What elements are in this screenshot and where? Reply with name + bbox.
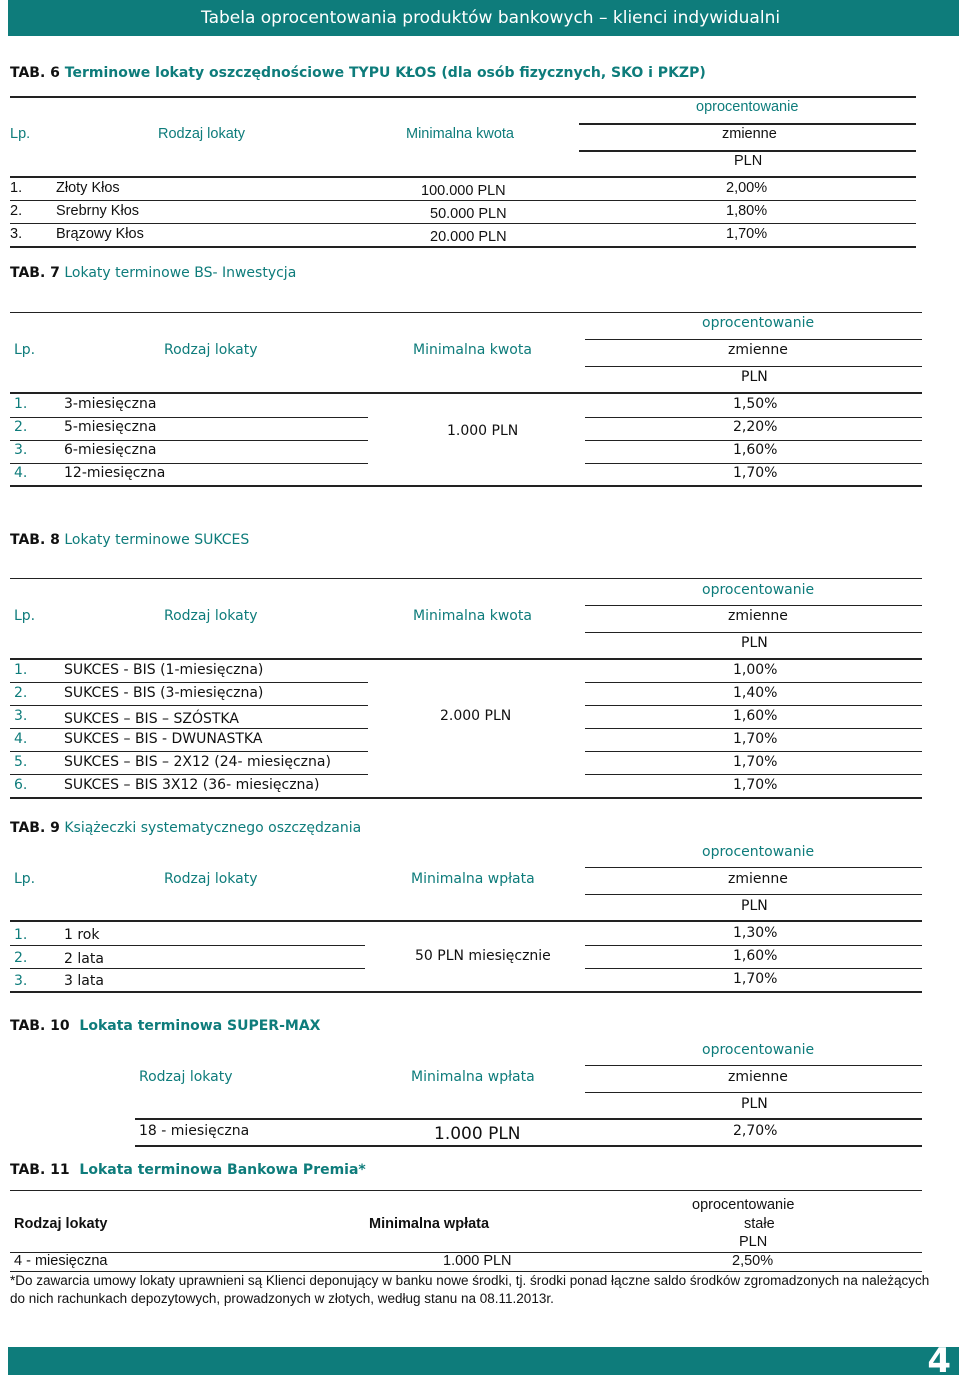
divider	[585, 605, 922, 606]
table-row-name: 5-miesięczna	[64, 419, 157, 435]
t9-title: TAB. 9 Książeczki systematycznego oszczędzania	[10, 820, 362, 836]
divider	[585, 751, 922, 752]
t7-col-type: Rodzaj lokaty	[164, 342, 258, 358]
divider	[10, 797, 922, 799]
t7-col-currency: PLN	[741, 369, 768, 385]
divider	[585, 682, 922, 683]
table-row-rate: 1,60%	[733, 708, 778, 724]
table-row-lp: 2.	[14, 419, 28, 435]
t10-title: TAB. 10 Lokata terminowa SUPER-MAX	[10, 1018, 321, 1034]
divider	[10, 728, 368, 729]
table-row-name: 3-miesięczna	[64, 396, 157, 412]
t10-col-rate-type: zmienne	[728, 1069, 788, 1085]
page-title: Tabela oprocentowania produktów bankowych – klienci indywidualni	[201, 8, 781, 28]
table-row-name: SUKCES – BIS – 2X12 (24- miesięczna)	[64, 754, 331, 770]
t9-col-currency: PLN	[741, 898, 768, 914]
t6-col-rate-type: zmienne	[722, 126, 777, 142]
divider	[10, 945, 365, 946]
table-row-name: SUKCES – BIS 3X12 (36- miesięczna)	[64, 777, 320, 793]
t7-min-amount: 1.000 PLN	[447, 423, 519, 439]
divider	[579, 150, 916, 152]
table-row-lp: 3.	[10, 226, 23, 242]
t6-title: TAB. 6 Terminowe lokaty oszczędnościowe TYPU KŁOS (dla osób fizycznych, SKO i PKZP)	[10, 65, 706, 81]
t8-col-lp: Lp.	[14, 608, 36, 624]
t7-col-rate: oprocentowanie	[702, 315, 815, 331]
divider	[585, 1092, 922, 1093]
t11-col-min: Minimalna wpłata	[369, 1216, 490, 1232]
t6-col-type: Rodzaj lokaty	[158, 126, 246, 142]
divider	[585, 728, 922, 729]
table-row-rate: 1,70%	[733, 777, 778, 793]
table-row-rate: 1,70%	[733, 754, 778, 770]
table-row-name: 18 - miesięczna	[139, 1123, 250, 1139]
table-row-min: 1.000 PLN	[434, 1124, 521, 1144]
table-row-min: 20.000 PLN	[430, 229, 507, 245]
table-row-lp: 1.	[10, 180, 23, 196]
divider	[10, 96, 916, 98]
t6-col-currency: PLN	[734, 153, 763, 169]
t10-col-rate: oprocentowanie	[702, 1042, 815, 1058]
table-row-rate: 1,40%	[733, 685, 778, 701]
divider	[585, 945, 922, 946]
divider	[10, 578, 922, 579]
t10-col-min: Minimalna wpłata	[411, 1069, 535, 1085]
divider	[585, 339, 922, 340]
divider	[585, 440, 922, 441]
t11-col-rate-type: stałe	[744, 1216, 775, 1232]
divider	[585, 463, 922, 464]
t7-col-min: Minimalna kwota	[413, 342, 532, 358]
table-row-name: Złoty Kłos	[56, 180, 120, 196]
divider	[585, 867, 922, 868]
t6-col-lp: Lp.	[10, 126, 31, 142]
t11-title: TAB. 11 Lokata terminowa Bankowa Premia*	[10, 1162, 366, 1178]
t10-col-type: Rodzaj lokaty	[139, 1069, 233, 1085]
divider	[10, 200, 916, 201]
table-row-rate: 2,50%	[732, 1253, 774, 1269]
table-row-rate: 1,00%	[733, 662, 778, 678]
divider	[10, 774, 368, 775]
table-row-lp: 2.	[14, 685, 28, 701]
table-row-rate: 1,70%	[733, 971, 778, 987]
t8-min-amount: 2.000 PLN	[440, 708, 512, 724]
table-row-rate: 1,60%	[733, 948, 778, 964]
footnote: *Do zawarcia umowy lokaty uprawnieni są Klienci deponujący w banku nowe środki, tj. środki ponad łączne saldo środków zgromadzonych na należących do nich rachunkach depozytowych, prowadzonych w złotych, według stanu na 08.11.2013r.	[10, 1273, 930, 1306]
t8-col-type: Rodzaj lokaty	[164, 608, 258, 624]
table-row-lp: 1.	[14, 662, 28, 678]
table-row-name: SUKCES - BIS (3-miesięczna)	[64, 685, 264, 701]
divider	[579, 123, 916, 125]
t8-title: TAB. 8 Lokaty terminowe SUKCES	[10, 532, 250, 548]
divider	[135, 1145, 922, 1147]
table-row-lp: 4.	[14, 731, 28, 747]
divider	[585, 1065, 922, 1066]
table-row-rate: 1,80%	[726, 203, 768, 219]
divider	[10, 246, 916, 248]
t8-col-min: Minimalna kwota	[413, 608, 532, 624]
table-row-rate: 2,70%	[733, 1123, 778, 1139]
divider	[10, 417, 368, 418]
table-row-rate: 1,30%	[733, 925, 778, 941]
footer-bar	[8, 1341, 959, 1381]
table-row-rate: 1,50%	[733, 396, 778, 412]
t10-col-currency: PLN	[741, 1096, 768, 1112]
divider	[10, 968, 365, 969]
divider	[10, 312, 922, 313]
table-row-min: 100.000 PLN	[421, 183, 506, 199]
t8-col-rate-type: zmienne	[728, 608, 788, 624]
divider	[10, 223, 916, 224]
table-row-lp: 3.	[14, 973, 28, 989]
table-row-lp: 2.	[10, 203, 23, 219]
divider	[10, 751, 368, 752]
table-row-rate: 2,00%	[726, 180, 768, 196]
divider	[585, 417, 922, 418]
t8-col-rate: oprocentowanie	[702, 582, 815, 598]
table-row-lp: 4.	[14, 465, 28, 481]
t11-col-rate: oprocentowanie	[692, 1197, 795, 1213]
t9-col-type: Rodzaj lokaty	[164, 871, 258, 887]
table-row-rate: 1,70%	[726, 226, 768, 242]
table-row-rate: 1,70%	[733, 465, 778, 481]
divider	[585, 968, 922, 969]
page-number: 4	[927, 1341, 951, 1381]
divider	[10, 991, 922, 993]
t7-title: TAB. 7 Lokaty terminowe BS- Inwestycja	[10, 265, 297, 281]
divider	[585, 774, 922, 775]
header-bar	[8, 0, 959, 36]
divider	[585, 366, 922, 367]
table-row-lp: 3.	[14, 708, 28, 724]
table-row-min: 50.000 PLN	[430, 206, 507, 222]
divider	[10, 485, 922, 487]
divider	[10, 920, 922, 922]
t6-col-min: Minimalna kwota	[406, 126, 514, 142]
t7-col-rate-type: zmienne	[728, 342, 788, 358]
table-row-name: 1 rok	[64, 927, 100, 943]
table-row-min: 1.000 PLN	[443, 1253, 512, 1269]
t8-col-currency: PLN	[741, 635, 768, 651]
divider	[585, 894, 922, 895]
t11-col-type: Rodzaj lokaty	[14, 1216, 108, 1232]
table-row-rate: 1,70%	[733, 731, 778, 747]
table-row-name: Brązowy Kłos	[56, 226, 144, 242]
table-row-lp: 1.	[14, 396, 28, 412]
divider	[10, 176, 916, 178]
t9-min-amount: 50 PLN miesięcznie	[415, 948, 551, 964]
table-row-lp: 2.	[14, 950, 28, 966]
table-row-rate: 1,60%	[733, 442, 778, 458]
table-row-name: 6-miesięczna	[64, 442, 157, 458]
t6-col-rate: oprocentowanie	[696, 99, 799, 115]
table-row-name: 2 lata	[64, 951, 104, 967]
table-row-lp: 5.	[14, 754, 28, 770]
divider	[10, 705, 368, 706]
divider	[135, 1118, 922, 1120]
table-row-lp: 1.	[14, 927, 28, 943]
divider	[10, 440, 368, 441]
divider	[10, 463, 368, 464]
table-row-rate: 2,20%	[733, 419, 778, 435]
divider	[585, 705, 922, 706]
table-row-name: Srebrny Kłos	[56, 203, 140, 219]
table-row-lp: 3.	[14, 442, 28, 458]
t9-col-min: Minimalna wpłata	[411, 871, 535, 887]
table-row-name: SUKCES – BIS - DWUNASTKA	[64, 731, 263, 747]
t9-col-lp: Lp.	[14, 871, 36, 887]
t9-col-rate-type: zmienne	[728, 871, 788, 887]
table-row-name: SUKCES – BIS – SZÓSTKA	[64, 711, 239, 727]
table-row-name: 12-miesięczna	[64, 465, 166, 481]
divider	[10, 658, 922, 660]
divider	[10, 392, 922, 394]
divider	[10, 1190, 922, 1191]
table-row-name: SUKCES - BIS (1-miesięczna)	[64, 662, 264, 678]
t9-col-rate: oprocentowanie	[702, 844, 815, 860]
t11-col-currency: PLN	[739, 1234, 768, 1250]
table-row-name: 3 lata	[64, 973, 104, 989]
table-row-lp: 6.	[14, 777, 28, 793]
divider	[10, 682, 368, 683]
divider	[585, 632, 922, 633]
t7-col-lp: Lp.	[14, 342, 36, 358]
table-row-name: 4 - miesięczna	[14, 1253, 108, 1269]
